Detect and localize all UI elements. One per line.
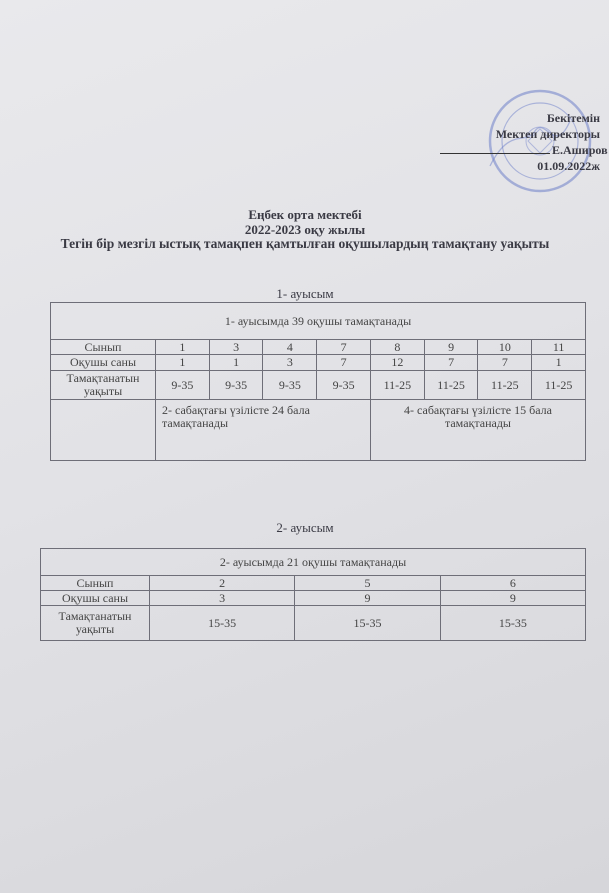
row-label-time: Тамақтанатын уақыты: [51, 371, 156, 400]
class-cell: 5: [295, 576, 440, 591]
note-empty-cell: [51, 400, 156, 461]
class-cell: 3: [209, 340, 263, 355]
class-cell: 11: [532, 340, 586, 355]
row-label-time: Тамақтанатын уақыты: [41, 606, 150, 641]
class-cell: 1: [156, 340, 210, 355]
time-cell: 15-35: [440, 606, 585, 641]
time-cell: 9-35: [156, 371, 210, 400]
count-cell: 7: [424, 355, 478, 371]
shift2-table: [40, 548, 586, 641]
time-cell: 11-25: [370, 371, 424, 400]
class-cell: 7: [317, 340, 371, 355]
count-cell: 1: [532, 355, 586, 371]
row-label-count: Оқушы саны: [41, 591, 150, 606]
count-cell: 3: [150, 591, 295, 606]
count-cell: 7: [317, 355, 371, 371]
signature-line: [440, 153, 550, 154]
time-cell: 15-35: [150, 606, 295, 641]
count-cell: 9: [440, 591, 585, 606]
time-cell: 11-25: [424, 371, 478, 400]
time-cell: 15-35: [295, 606, 440, 641]
count-cell: 9: [295, 591, 440, 606]
approval-position: Мектеп директоры: [495, 127, 600, 141]
approval-title: Бекітемін: [546, 111, 600, 125]
count-cell: 1: [156, 355, 210, 371]
shift2-caption: 2- ауысымда 21 оқушы тамақтанады: [41, 549, 586, 576]
count-cell: 7: [478, 355, 532, 371]
row-label-class: Сынып: [51, 340, 156, 355]
shift1-caption: 1- ауысымда 39 оқушы тамақтанады: [51, 303, 586, 340]
document-subtitle: Тегін бір мезгіл ыстық тамақпен қамтылған оқушылардың тамақтану уақыты: [60, 236, 550, 251]
time-cell: 9-35: [209, 371, 263, 400]
count-cell: 12: [370, 355, 424, 371]
class-cell: 10: [478, 340, 532, 355]
class-cell: 6: [440, 576, 585, 591]
approval-block: [440, 110, 608, 174]
shift1-title: 1- ауысым: [276, 286, 334, 301]
time-cell: 9-35: [263, 371, 317, 400]
row-label-count: Оқушы саны: [51, 355, 156, 371]
shift1-table: [50, 302, 586, 461]
count-cell: 1: [209, 355, 263, 371]
class-cell: 4: [263, 340, 317, 355]
shift2-title: 2- ауысым: [276, 520, 334, 535]
count-cell: 3: [263, 355, 317, 371]
row-label-class: Сынып: [41, 576, 150, 591]
time-cell: 9-35: [317, 371, 371, 400]
approval-name: Е.Аширов: [552, 143, 608, 157]
class-cell: 9: [424, 340, 478, 355]
academic-year: 2022-2023 оқу жылы: [244, 222, 366, 237]
class-cell: 2: [150, 576, 295, 591]
note-right: 4- сабақтағы үзілісте 15 бала тамақтанады: [370, 400, 585, 461]
class-cell: 8: [370, 340, 424, 355]
school-name: Еңбек орта мектебі: [248, 207, 362, 222]
note-left: 2- сабақтағы үзілісте 24 бала тамақтанады: [156, 400, 371, 461]
time-cell: 11-25: [478, 371, 532, 400]
time-cell: 11-25: [532, 371, 586, 400]
approval-date: 01.09.2022ж: [537, 159, 600, 173]
